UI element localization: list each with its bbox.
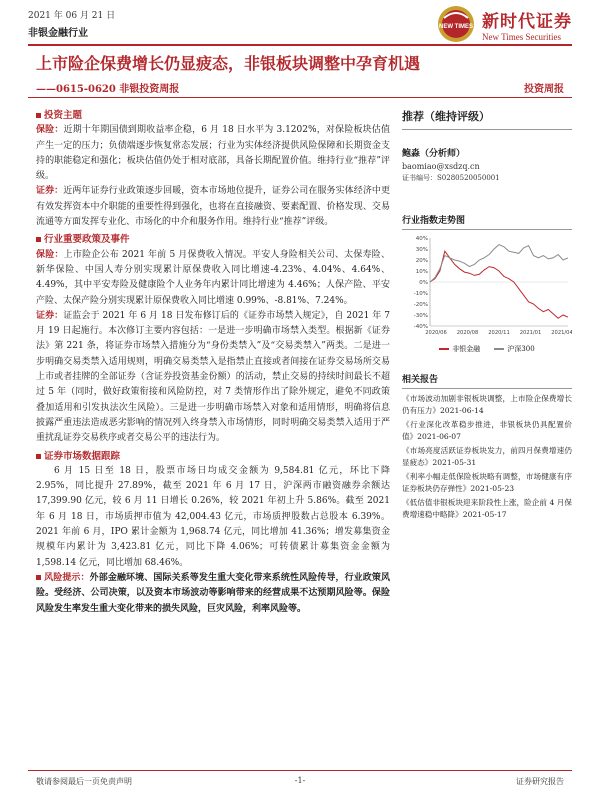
x-tick-label: 2020/11 (488, 330, 510, 336)
rating: 推荐（维持评级） (402, 106, 572, 130)
related-report-item[interactable]: 《行业深化改革稳步推进，非银板块仍具配置价值》2021-06-07 (402, 420, 572, 441)
x-tick-label: 2021/01 (519, 330, 542, 336)
y-tick-label: 30% (415, 247, 428, 253)
logo-mark-icon (436, 4, 476, 44)
report-subtitle: ——0615-0620 非银投资周报 (36, 84, 180, 95)
legend-swatch (494, 348, 504, 350)
series-line-0 (430, 251, 568, 318)
y-tick-label: -10% (413, 291, 428, 297)
logo-en-text: New Times Securities (482, 31, 562, 42)
industry-label: 非银金融行业 (28, 28, 88, 39)
para-policy-insurance: 保险：上市险企公布 2021 年前 5 月保费收入情况。平安人身险相关公司、太保寿险、新华保险、中国人寿分别实现累计原保费收入同比增速-4.23%、4.04%、4.64%、4.49%，其中平安寿险及健康险个人业务年内累计同比增速为 4.46%；人保产险、平安产险、太保产险分别实现累计原保费收入同比增速 0.99%、-8.81%、7.24%。 (36, 249, 390, 306)
company-logo (436, 4, 572, 44)
chart-title: 行业指数走势图 (402, 213, 572, 230)
logo-cn-text: 新时代证券 (482, 11, 572, 32)
analyst-name: 鲍淼（分析师） (402, 149, 466, 159)
footer-report-type: 证券研究报告 (516, 777, 564, 786)
bullet-square-icon (36, 575, 41, 580)
section-policy: 行业重要政策及事件 (36, 232, 390, 247)
logo-mark-text: NEW TIMES (439, 24, 473, 30)
legend-swatch (439, 348, 449, 350)
analyst-cert: 证书编号：S0280520050001 (402, 174, 500, 182)
chart-legend (402, 344, 572, 354)
y-tick-label: 0% (419, 280, 428, 286)
section-data: 证券市场数据跟踪 (36, 449, 390, 464)
footer-rule (28, 770, 572, 771)
para-market-data: 6 月 15 日至 18 日，股票市场日均成交金额为 9,584.81 亿元，环比下降 2.95%，同比提升 27.89%，截至 2021 年 6 月 17 日，沪深两市融资融券余额达 17,399.90 亿元，较 6 月 11 日增长 0.26%，较 2021 年初上升 5.86%。截至 2021 年 6 月 18 日，市场质押市值为 42,004.43 亿元，市场质押股数占总股本 6.39%。2021 年前 6 月，IPO 累计金额为 1,968.74 亿元，同比增加 41.36%；增发募集资金规模年内累计为 3,423.81 亿元，同比下降 4.06%；可转债累计募集资金金额为 1,598.14 亿元，同比增加 68.46%。 (36, 465, 390, 568)
y-tick-label: -40% (413, 324, 428, 330)
header-rule (28, 44, 572, 46)
x-tick-label: 2020/06 (425, 330, 447, 336)
para-securities: 证券：近两年证券行业政策逐步回暖，资本市场地位提升，证券公司在服务实体经济中更有效发挥资本中介职能的重要性得到强化，也将在直接融资、要素配置、价格发现、交易流通等方面发挥专业化、市场化的中介和服务作用。维持行业“推荐”评级。 (36, 186, 390, 228)
y-tick-label: 40% (415, 236, 428, 242)
page-number: -1- (294, 776, 306, 785)
legend-item-hs300: 沪深300 (494, 344, 534, 354)
bullet-square-icon (36, 113, 41, 118)
report-date: 2021 年 06 月 21 日 (28, 11, 116, 21)
related-report-item[interactable]: 《市场亮度活跃证券板块发力，前四月保费增速仍显疲态》2021-05-31 (402, 446, 572, 467)
para-policy-securities: 证券：证监会于 2021 年 6 月 18 日发布修订后的《证券市场禁入规定》，自 2021 年 7 月 19 日起施行。本次修订主要内容包括：一是进一步明确市场禁入类型。根据新《证券法》第 221 条，将证券市场禁入措施分为“身份类禁入”及“交易类禁入”两类。二是进一步明确交易类禁入适用规则，明确交易类禁入是指禁止直接或者间接在证券交易场所交易上市或者挂牌的全部证券（含证券投资基金份额）的活动，禁止交易的持续时间最长不超过 5 年（同时，做好政策衔接和风险防控，对 7 类情形作出了除外规定，避免不同政策叠加适用和引发执法次生风险）。三是进一步明确市场禁入对象和适用情形，明确将信息披露严重违法造成恶劣影响的情况列入终身禁入市场情形，同时明确交易类禁入适用于严重扰乱证券交易秩序或者交易公平的违法行为。 (36, 310, 390, 444)
main-body (36, 106, 390, 617)
y-tick-label: 10% (415, 269, 428, 275)
related-report-item[interactable]: 《市场波动加剧非银板块调整，上市险企保费增长仍有压力》2021-06-14 (402, 394, 572, 415)
related-report-item[interactable]: 《利率小幅走低保险板块略有调整，市场健康有序证券板块仍存弹性》2021-05-23 (402, 472, 572, 493)
x-tick-label: 2021/04 (551, 330, 572, 336)
related-reports-list (402, 393, 572, 521)
y-tick-label: -20% (413, 302, 428, 308)
report-title: 上市险企保费增长仍显疲态，非银板块调整中孕育机遇 (36, 54, 421, 73)
para-insurance: 保险：近期十年期国债到期收益率企稳，6 月 18 日水平为 3.1202%，对保险板块估值产生一定的压力；负债端逐步恢复常态发展；行业为实体经济提供风险保障和长期资金支持的职能稳定和强化；板块估值仍处于相对底部，具备长期配置价值。维持行业“推荐”评级。 (36, 125, 390, 182)
section-investment: 投资主题 (36, 108, 390, 123)
title-rule (28, 97, 572, 98)
para-risk: 风险提示：外部金融环境、国际关系等发生重大变化带来系统性风险传导，行业政策风险。受经济、公司决策，以及资本市场波动等影响带来的经营成果不达预期风险等。保险风险发生率发生重大变化带来的损失风险，巨灾风险，利率风险等。 (36, 572, 390, 614)
y-tick-label: 20% (415, 258, 428, 264)
bullet-square-icon (36, 237, 41, 242)
related-report-item[interactable]: 《低估值非银板块迎来阶段性上涨，险企前 4 月保费增速稳中略降》2021-05-17 (402, 498, 572, 519)
x-tick-label: 2020/08 (456, 330, 479, 336)
index-trend-chart (402, 232, 572, 340)
series-line-1 (430, 245, 568, 282)
legend-item-nonbank: 非银金融 (439, 344, 480, 354)
analyst-email[interactable]: baomiao@xsdzq.cn (402, 162, 480, 171)
sidebar (402, 106, 572, 523)
bullet-square-icon (36, 454, 41, 459)
related-reports-title: 相关报告 (402, 372, 572, 389)
footer-disclaimer: 敬请参阅最后一页免责声明 (36, 777, 132, 786)
doc-type: 投资周报 (524, 84, 564, 95)
y-tick-label: -30% (413, 313, 428, 319)
